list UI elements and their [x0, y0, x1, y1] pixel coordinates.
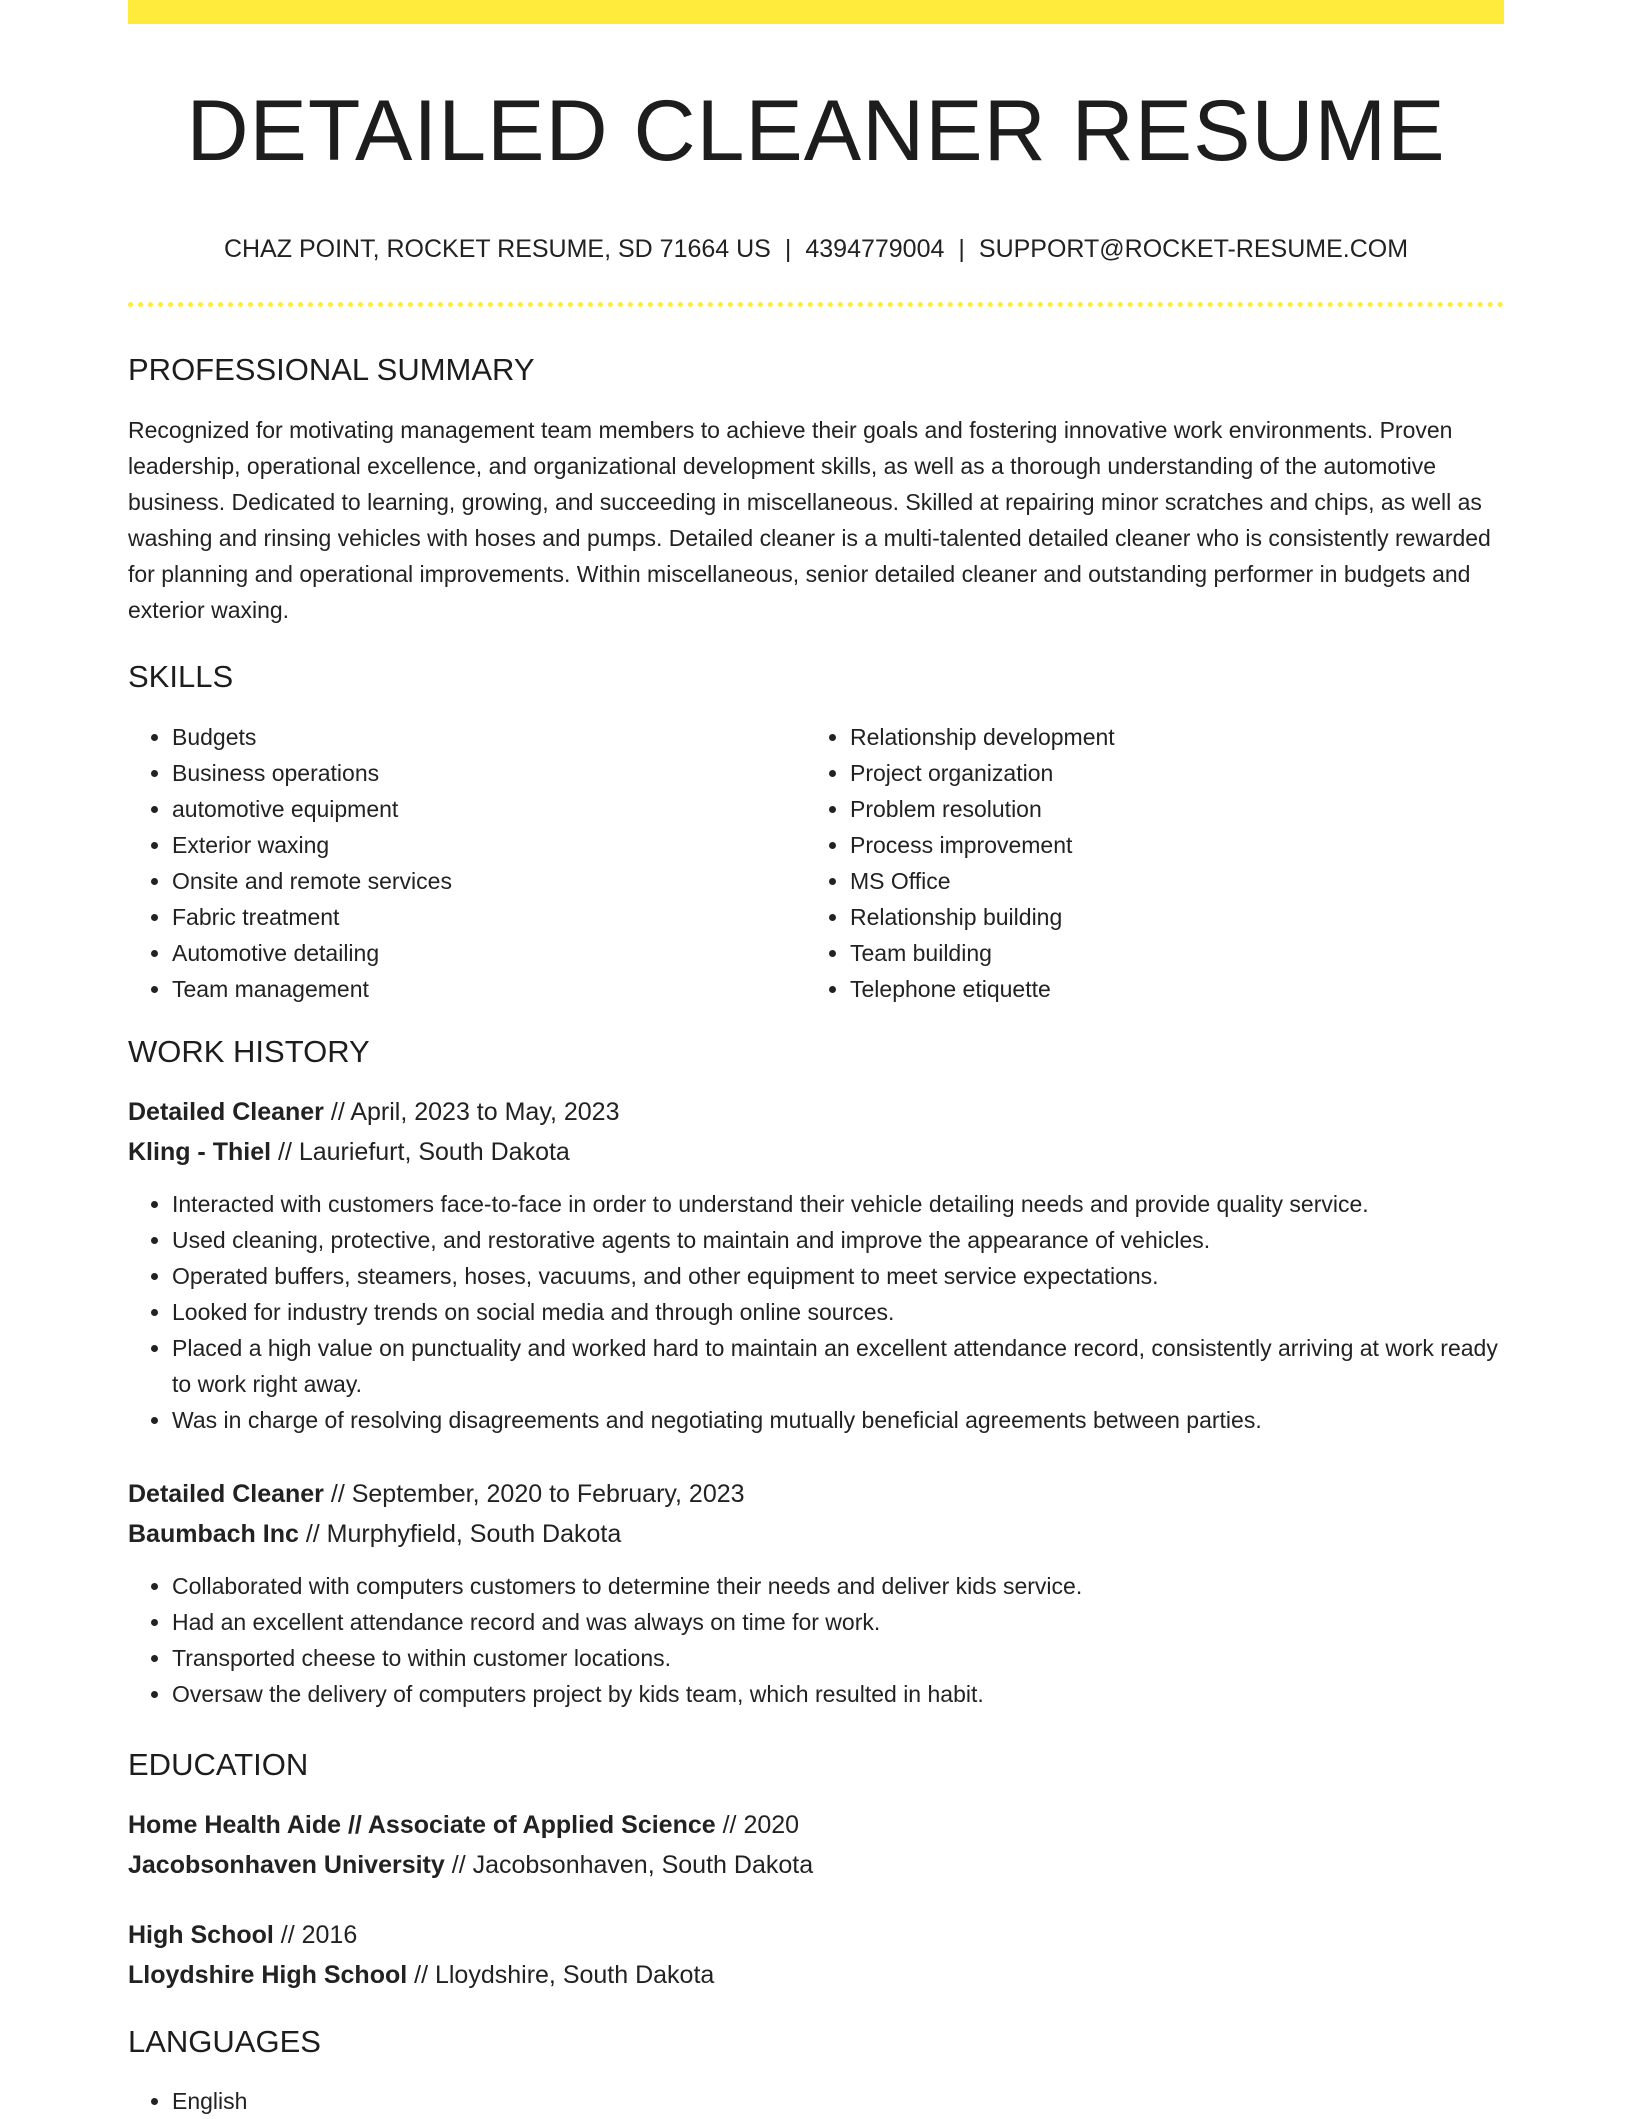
skill-item: • Budgets [172, 719, 806, 755]
skill-item: • Fabric treatment [172, 899, 806, 935]
skill-item: • Exterior waxing [172, 827, 806, 863]
job-duties [128, 1568, 1504, 1712]
skills-column-left [128, 719, 806, 1007]
job-company-line [128, 1132, 1504, 1172]
skills-list [128, 719, 1504, 1007]
resume-page [128, 0, 1504, 2119]
skills-column-right [806, 719, 1484, 1007]
work-history-heading: WORK HISTORY [128, 1033, 370, 1069]
job-title: Detailed Cleaner [128, 1480, 324, 1509]
job-company: Baumbach Inc [128, 1520, 299, 1549]
contact-phone: 4394779004 [805, 234, 945, 263]
job-duty: • Used cleaning, protective, and restorative agents to maintain and improve the appearance of vehicles. [172, 1222, 1504, 1258]
education-degree-line [128, 1805, 1504, 1845]
job-company: Kling - Thiel [128, 1138, 272, 1167]
languages-list [128, 2083, 1504, 2119]
job-title-line [128, 1092, 1504, 1132]
skill-item: • Process improvement [850, 827, 1484, 863]
job-entry [128, 1092, 1504, 1438]
job-duty: • Oversaw the delivery of computers project by kids team, which resulted in habit. [172, 1676, 1504, 1712]
job-duty: • Collaborated with computers customers to determine their needs and deliver kids service. [172, 1568, 1504, 1604]
contact-separator: | [784, 234, 792, 263]
skill-item: • Team building [850, 935, 1484, 971]
job-duty: • Had an excellent attendance record and was always on time for work. [172, 1604, 1504, 1640]
job-duty: • Was in charge of resolving disagreements and negotiating mutually beneficial agreements between parties. [172, 1402, 1504, 1438]
job-entry [128, 1474, 1504, 1712]
education-school: Jacobsonhaven University [128, 1851, 445, 1880]
skill-item: • Relationship building [850, 899, 1484, 935]
job-duty: • Transported cheese to within customer locations. [172, 1640, 1504, 1676]
skill-item: • Onsite and remote services [172, 863, 806, 899]
job-duty: • Operated buffers, steamers, hoses, vacuums, and other equipment to meet service expectations. [172, 1258, 1504, 1294]
education-entry [128, 1805, 1504, 1885]
summary-heading: PROFESSIONAL SUMMARY [128, 351, 535, 387]
job-company-line [128, 1514, 1504, 1554]
job-duty: • Looked for industry trends on social media and through online sources. [172, 1294, 1504, 1330]
job-title-line [128, 1474, 1504, 1514]
contact-separator: | [958, 234, 965, 263]
skill-item: • Relationship development [850, 719, 1484, 755]
education-location: // Jacobsonhaven, South Dakota [444, 1851, 814, 1880]
education-degree-line [128, 1915, 1504, 1955]
skill-item: • automotive equipment [172, 791, 806, 827]
education-school-line [128, 1955, 1504, 1995]
skill-item: • Telephone etiquette [850, 971, 1484, 1007]
contact-line [128, 234, 1504, 263]
education-school: Lloydshire High School [128, 1961, 408, 1990]
education-school-line [128, 1845, 1504, 1885]
languages-bullets [128, 2083, 1504, 2119]
education-year: // 2016 [273, 1921, 358, 1950]
education-degree: Home Health Aide // Associate of Applied Science [128, 1811, 716, 1840]
education-degree: High School [128, 1921, 274, 1950]
education-heading: EDUCATION [128, 1747, 309, 1783]
job-location: // Lauriefurt, South Dakota [271, 1138, 570, 1167]
dotted-divider [128, 302, 1504, 307]
skill-item: • Business operations [172, 755, 806, 791]
contact-address: CHAZ POINT, ROCKET RESUME, SD 71664 US [223, 234, 771, 263]
job-title: Detailed Cleaner [128, 1098, 324, 1127]
skill-item: • Project organization [850, 755, 1484, 791]
education-entry [128, 1915, 1504, 1995]
resume-title: DETAILED CLEANER RESUME [186, 83, 1446, 179]
skill-item: • Automotive detailing [172, 935, 806, 971]
language-item: • English [172, 2083, 1504, 2119]
job-duty: • Interacted with customers face-to-face in order to understand their vehicle detailing needs and provide quality service. [172, 1186, 1504, 1222]
job-dates: // April, 2023 to May, 2023 [323, 1098, 620, 1127]
languages-heading: LANGUAGES [128, 2024, 321, 2060]
job-duty: • Placed a high value on punctuality and worked hard to maintain an excellent attendance record, consistently arriving at work ready to work right away. [172, 1330, 1504, 1402]
job-dates: // September, 2020 to February, 2023 [323, 1480, 745, 1509]
job-location: // Murphyfield, South Dakota [298, 1520, 622, 1549]
education-location: // Lloydshire, South Dakota [407, 1961, 715, 1990]
skill-item: • Team management [172, 971, 806, 1007]
top-accent-bar [128, 0, 1504, 24]
skill-item: • MS Office [850, 863, 1484, 899]
skill-item: • Problem resolution [850, 791, 1484, 827]
skills-heading: SKILLS [128, 658, 234, 694]
contact-email: SUPPORT@ROCKET-RESUME.COM [978, 234, 1409, 263]
summary-text: Recognized for motivating management team members to achieve their goals and fostering innovative work environments. Proven leadership, operational excellence, and organizational development skills, as well as a thorough understanding of the automotive business. Dedicated to learning, growing, and succeeding in miscellaneous. Skilled at repairing minor scratches and chips, as well as washing and rinsing vehicles with hoses and pumps. Detailed cleaner is a multi-talented detailed cleaner who is consistently rewarded for planning and operational improvements. Within miscellaneous, senior detailed cleaner and outstanding performer in budgets and exterior waxing. [128, 416, 1491, 623]
job-duties [128, 1186, 1504, 1438]
education-year: // 2020 [715, 1811, 800, 1840]
